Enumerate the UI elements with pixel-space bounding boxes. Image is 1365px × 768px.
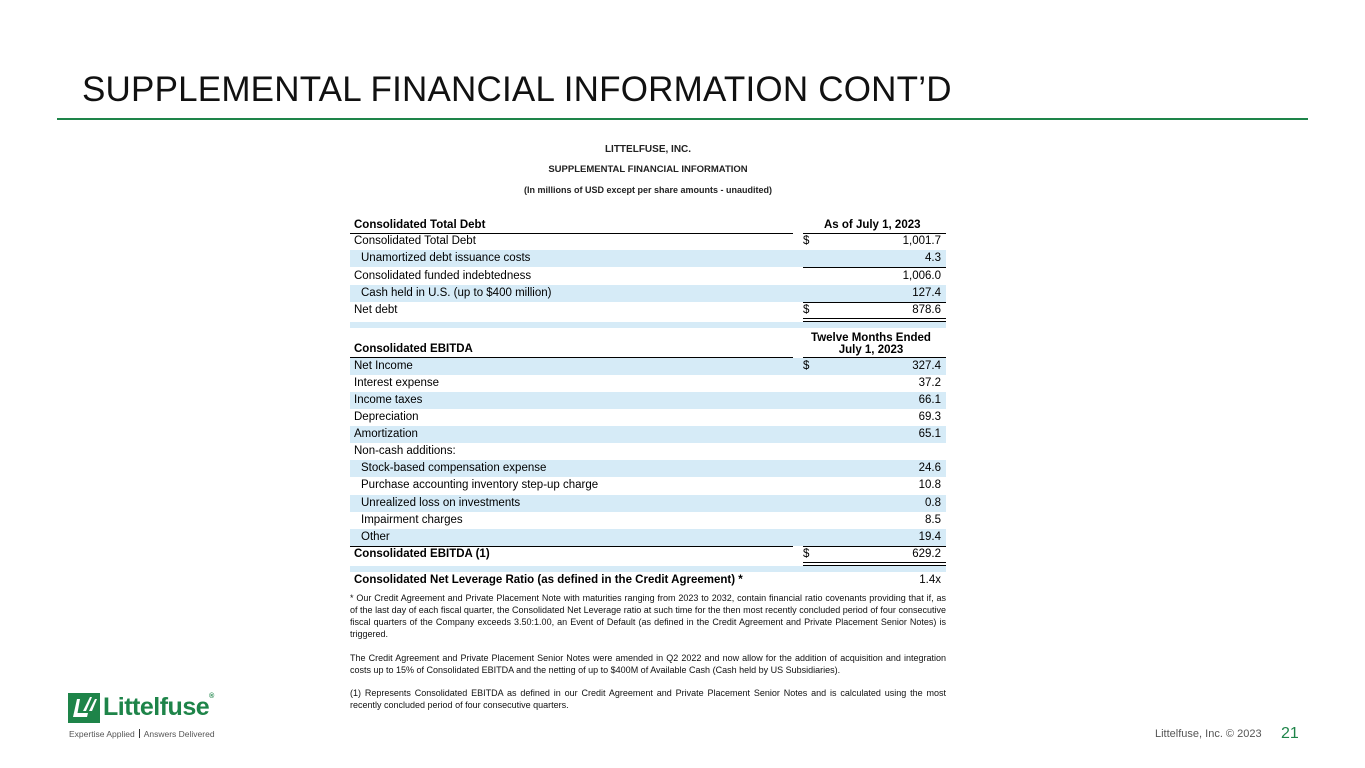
currency-symbol: $	[803, 360, 810, 372]
table-row	[350, 375, 946, 392]
row-value: 127.4	[912, 287, 941, 299]
row-value: 1,001.7	[902, 235, 941, 247]
table-row	[350, 302, 946, 319]
table-row	[350, 512, 946, 529]
littelfuse-logo-mark-icon	[68, 693, 100, 723]
row-value: 10.8	[918, 479, 941, 491]
row-label: Consolidated EBITDA (1)	[354, 548, 490, 560]
leverage-ratio-row	[350, 572, 946, 589]
title-divider	[57, 118, 1308, 120]
table-row	[350, 529, 946, 546]
row-value: 69.3	[918, 411, 941, 423]
statement-subheading: (In millions of USD except per share amounts - unaudited)	[523, 185, 773, 195]
slide-title: SUPPLEMENTAL FINANCIAL INFORMATION CONT’D	[82, 70, 952, 109]
currency-symbol: $	[803, 548, 810, 560]
table-row	[350, 233, 946, 250]
row-label: Depreciation	[354, 411, 419, 423]
currency-symbol: $	[803, 304, 810, 316]
spacer-band	[350, 322, 946, 328]
company-name: LITTELFUSE, INC.	[604, 144, 692, 155]
row-label: Income taxes	[354, 394, 423, 406]
covenant-note: * Our Credit Agreement and Private Placement Note with maturities ranging from 2023 to 2032, contain financial ratio covenants providing that if, as of the last day of each fiscal quarter, the Consolidated Net Leverage ratio at such time for the then most recently concluded period of four consecutive fiscal quarters of the Company exceeds 3.50:1.00, an Event of Default (as defined in the Credit Agreement and Private Placement Senior Notes) is triggered.	[350, 593, 946, 639]
table-row	[350, 268, 946, 285]
row-label: Unamortized debt issuance costs	[361, 252, 531, 264]
table-row	[350, 392, 946, 409]
table-row-total	[350, 546, 946, 563]
row-value: 4.3	[925, 252, 941, 264]
row-label: Stock-based compensation expense	[361, 462, 547, 474]
row-label: Consolidated Total Debt	[354, 235, 476, 247]
row-value: 65.1	[918, 428, 941, 440]
row-label: Consolidated funded indebtedness	[354, 270, 532, 282]
row-value: 37.2	[918, 377, 941, 389]
leverage-ratio-value: 1.4x	[919, 574, 941, 586]
row-value: 8.5	[925, 514, 941, 526]
row-value: 66.1	[918, 394, 941, 406]
row-value: 878.6	[912, 304, 941, 316]
table-row	[350, 358, 946, 375]
table-row	[350, 409, 946, 426]
row-label: Net Income	[354, 360, 413, 372]
table-row	[350, 285, 946, 302]
row-label: Net debt	[354, 304, 398, 316]
row-value: 24.6	[918, 462, 941, 474]
footnote-1: (1) Represents Consolidated EBITDA as defined in our Credit Agreement and Private Placement Senior Notes and is calculated using the most recently concluded period of four consecutive quarters.	[350, 688, 946, 710]
tagline-left: Expertise Applied	[69, 729, 135, 739]
row-label: Cash held in U.S. (up to $400 million)	[361, 287, 552, 299]
row-label: Amortization	[354, 428, 418, 440]
table-row	[350, 426, 946, 443]
row-value: 327.4	[912, 360, 941, 372]
statement-heading: SUPPLEMENTAL FINANCIAL INFORMATION	[548, 164, 748, 175]
row-label: Unrealized loss on investments	[361, 497, 521, 509]
ebitda-period-line2: July 1, 2023	[838, 344, 904, 356]
footer-copyright: Littelfuse, Inc. © 2023	[1155, 728, 1262, 740]
brand-tagline	[69, 729, 215, 739]
leverage-ratio-label: Consolidated Net Leverage Ratio (as defined in the Credit Agreement) *	[354, 574, 743, 586]
amendment-note: The Credit Agreement and Private Placement Senior Notes were amended in Q2 2022 and now allow for the addition of acquisition and integration costs up to 15% of Consolidated EBITDA and the netting of up to $400M of Available Cash (Cash held by US Subsidiaries).	[350, 653, 946, 675]
debt-period-header: As of July 1, 2023	[824, 219, 921, 231]
ebitda-section-title: Consolidated EBITDA	[354, 343, 473, 355]
row-label: Impairment charges	[361, 514, 463, 526]
table-row	[350, 250, 946, 267]
row-label: Non-cash additions:	[354, 445, 456, 457]
tagline-separator	[139, 729, 140, 738]
table-row	[350, 477, 946, 494]
row-value: 1,006.0	[902, 270, 941, 282]
row-label: Other	[361, 531, 390, 543]
row-value: 629.2	[912, 548, 941, 560]
logo-wordmark: Littelfuse®	[103, 693, 214, 721]
row-label: Purchase accounting inventory step-up charge	[361, 479, 599, 491]
table-row	[350, 460, 946, 477]
ebitda-period-line1: Twelve Months Ended	[811, 332, 931, 344]
row-label: Interest expense	[354, 377, 440, 389]
row-value: 0.8	[925, 497, 941, 509]
table-row	[350, 495, 946, 512]
debt-section-title: Consolidated Total Debt	[354, 219, 486, 231]
currency-symbol: $	[803, 235, 810, 247]
row-value: 19.4	[918, 531, 941, 543]
page-number: 21	[1281, 725, 1299, 742]
tagline-right: Answers Delivered	[143, 729, 215, 739]
table-row	[350, 443, 946, 460]
ebitda-period-header	[796, 332, 946, 356]
